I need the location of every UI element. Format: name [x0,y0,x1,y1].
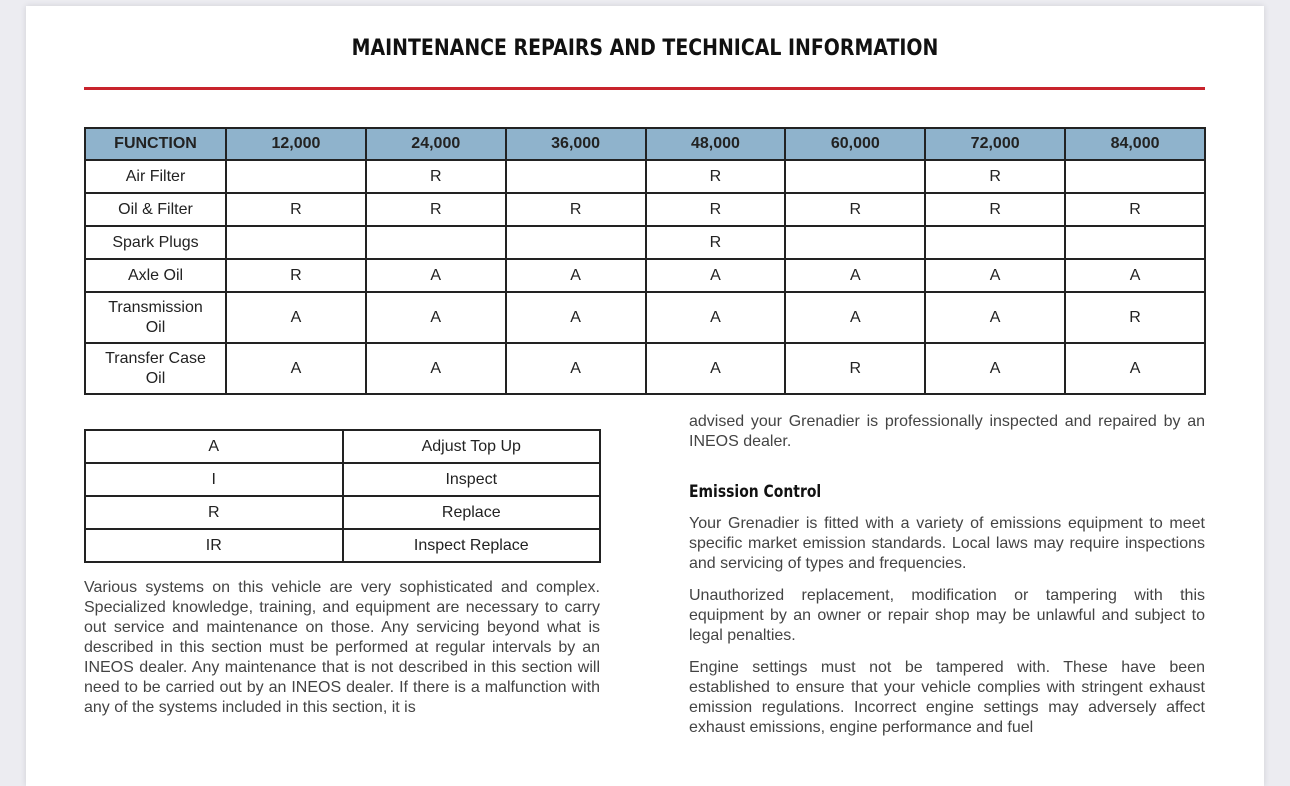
table-cell: R [785,343,925,394]
table-cell: R [366,193,506,226]
table-cell: A [925,259,1065,292]
legend-meaning: Inspect [343,463,601,496]
body-paragraph: Your Grenadier is fitted with a variety of emissions equipment to meet specific market emission standards. Local laws may require inspections and servicing of types and frequencies. [689,515,1205,572]
legend-table [84,429,601,563]
table-cell: R [646,160,786,193]
header-interval: 24,000 [366,128,506,160]
table-cell [1065,160,1205,193]
body-paragraph: Unauthorized replacement, modification or tampering with this equipment by an owner or repair shop may be unlawful and subject to legal penalties. [689,587,1205,644]
table-cell: A [506,343,646,394]
table-header-row [85,128,1205,160]
table-cell: A [506,259,646,292]
table-cell: R [506,193,646,226]
header-interval: 72,000 [925,128,1065,160]
function-name: Axle Oil [85,259,226,292]
legend-meaning: Inspect Replace [343,529,601,562]
table-cell [226,226,366,259]
table-cell: A [366,343,506,394]
table-row [85,160,1205,193]
legend-meaning: Replace [343,496,601,529]
service-notice-paragraph: Various systems on this vehicle are very sophisticated and complex. Specialized knowledge, training, and equipment are necessary to carry out service and maintenance on those. Any servicing beyond what is described in this section must be performed at regular intervals by an INEOS dealer. Any maintenance that is not described in this section will need to be carried out by an INEOS dealer. If there is a malfunction with any of the systems included in this section, it is [84,579,600,716]
legend-row [85,430,600,463]
table-cell: A [925,292,1065,343]
table-cell: A [785,259,925,292]
table-cell: A [1065,259,1205,292]
table-row [85,259,1205,292]
function-name: Air Filter [85,160,226,193]
function-name: Oil & Filter [85,193,226,226]
title-divider [84,87,1205,90]
table-cell: R [226,259,366,292]
table-cell: R [1065,193,1205,226]
table-cell: A [1065,343,1205,394]
table-cell: A [506,292,646,343]
table-cell: A [226,292,366,343]
table-cell: R [925,193,1065,226]
right-column [689,412,1205,750]
table-cell: R [925,160,1065,193]
table-cell: A [226,343,366,394]
header-interval: 84,000 [1065,128,1205,160]
legend-code: IR [85,529,343,562]
table-cell: R [785,193,925,226]
header-interval: 36,000 [506,128,646,160]
table-cell [506,160,646,193]
table-cell: R [226,193,366,226]
legend-code: R [85,496,343,529]
legend-row [85,496,600,529]
table-cell [226,160,366,193]
table-cell: A [925,343,1065,394]
legend-row [85,529,600,562]
table-cell: R [1065,292,1205,343]
function-name: Transfer Case Oil [85,343,226,394]
table-cell: A [646,292,786,343]
table-cell [506,226,646,259]
table-cell: A [646,343,786,394]
document-page [26,6,1264,786]
table-cell [785,226,925,259]
table-cell: R [646,226,786,259]
header-function: FUNCTION [85,128,226,160]
table-row [85,193,1205,226]
maintenance-schedule-table [84,127,1206,395]
legend-row [85,463,600,496]
body-paragraph: Engine settings must not be tampered with. These have been established to ensure that your vehicle complies with stringent exhaust emission regulations. Incorrect engine settings may adversely affect exhaust emissions, engine performance and fuel [689,659,1205,736]
table-row [85,343,1205,394]
header-interval: 48,000 [646,128,786,160]
table-row [85,292,1205,343]
table-cell [366,226,506,259]
table-cell: A [785,292,925,343]
table-cell [1065,226,1205,259]
table-cell: A [366,292,506,343]
table-cell: A [646,259,786,292]
legend-meaning: Adjust Top Up [343,430,601,463]
table-cell [925,226,1065,259]
function-name: Transmission Oil [85,292,226,343]
table-cell: R [646,193,786,226]
table-row [85,226,1205,259]
continued-paragraph: advised your Grenadier is professionally inspected and repaired by an INEOS dealer. [689,413,1205,450]
table-cell [785,160,925,193]
section-heading: Emission Control [689,482,822,502]
function-name: Spark Plugs [85,226,226,259]
legend-code: A [85,430,343,463]
page-title: MAINTENANCE REPAIRS AND TECHNICAL INFORMATION [351,36,939,61]
legend-code: I [85,463,343,496]
table-cell: R [366,160,506,193]
header-interval: 12,000 [226,128,366,160]
table-cell: A [366,259,506,292]
header-interval: 60,000 [785,128,925,160]
